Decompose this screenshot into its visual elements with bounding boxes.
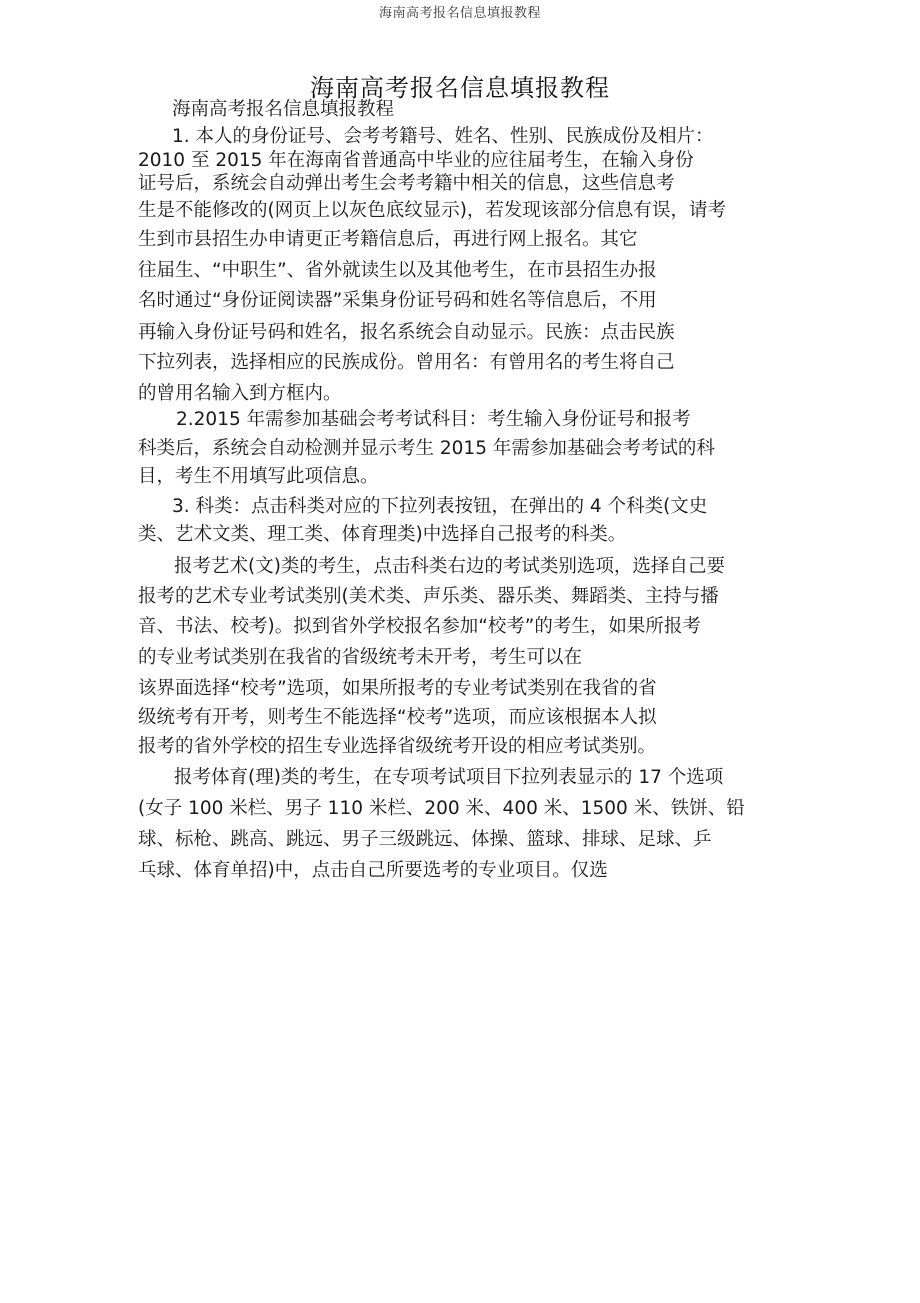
paragraph-line: 报考艺术(文)类的考生，点击科类右边的考试类别选项，选择自己要 xyxy=(174,556,725,577)
paragraph-line: 2.2015 年需参加基础会考考试科目：考生输入身份证号和报考 xyxy=(176,409,691,430)
paragraph-line: 1. 本人的身份证号、会考考籍号、姓名、性别、民族成份及相片： xyxy=(172,126,714,147)
paragraph-line: 证号后，系统会自动弹出考生会考考籍中相关的信息，这些信息考 xyxy=(138,173,675,194)
paragraph-line: 往届生、“中职生”、省外就读生以及其他考生，在市县招生办报 xyxy=(138,260,657,281)
paragraph-line: 下拉列表，选择相应的民族成份。曾用名：有曾用名的考生将自己 xyxy=(138,352,675,373)
paragraph-line: (女子 100 米栏、男子 110 米栏、200 米、400 米、1500 米、铁饼、铅 xyxy=(138,798,745,819)
paragraph-line: 生是不能修改的(网页上以灰色底纹显示)，若发现该部分信息有误，请考 xyxy=(138,200,726,221)
paragraph-line: 目，考生不用填写此项信息。 xyxy=(138,466,379,487)
paragraph-line: 乓球、体育单招)中，点击自己所要选考的专业项目。仅选 xyxy=(138,860,608,881)
paragraph-line: 音、书法、校考)。拟到省外学校报名参加“校考”的考生，如果所报考 xyxy=(138,616,701,637)
paragraph-line: 报考的省外学校的招生专业选择省级统考开设的相应考试类别。 xyxy=(138,736,657,757)
paragraph-line: 球、标枪、跳高、跳远、男子三级跳远、体操、篮球、排球、足球、乒 xyxy=(138,829,712,850)
subtitle-line: 海南高考报名信息填报教程 xyxy=(172,99,395,120)
paragraph-line: 科类后，系统会自动检测并显示考生 2015 年需参加基础会考考试的科 xyxy=(138,438,715,459)
paragraph-line: 级统考有开考，则考生不能选择“校考”选项，而应该根据本人拟 xyxy=(138,707,657,728)
paragraph-line: 再输入身份证号码和姓名，报名系统会自动显示。民族：点击民族 xyxy=(138,322,675,343)
paragraph-line: 报考的艺术专业考试类别(美术类、声乐类、器乐类、舞蹈类、主持与播 xyxy=(138,586,719,607)
paragraph-line: 类、艺术文类、理工类、体育理类)中选择自己报考的科类。 xyxy=(138,524,627,545)
paragraph-line: 该界面选择“校考”选项，如果所报考的专业考试类别在我省的省 xyxy=(138,678,657,699)
paragraph-line: 的曾用名输入到方框内。 xyxy=(138,383,342,404)
paragraph-line: 名时通过“身份证阅读器”采集身份证号码和姓名等信息后，不用 xyxy=(138,290,657,311)
paragraph-line: 2010 至 2015 年在海南省普通高中毕业的应往届考生，在输入身份 xyxy=(138,150,694,171)
paragraph-line: 的专业考试类别在我省的省级统考未开考，考生可以在 xyxy=(138,647,583,668)
running-header: 海南高考报名信息填报教程 xyxy=(378,6,541,21)
paragraph-line: 生到市县招生办申请更正考籍信息后，再进行网上报名。其它 xyxy=(138,229,638,250)
paragraph-line: 报考体育(理)类的考生，在专项考试项目下拉列表显示的 17 个选项 xyxy=(174,767,724,788)
paragraph-line: 3. 科类：点击科类对应的下拉列表按钮，在弹出的 4 个科类(文史 xyxy=(172,496,708,517)
document-title: 海南高考报名信息填报教程 xyxy=(310,74,610,102)
